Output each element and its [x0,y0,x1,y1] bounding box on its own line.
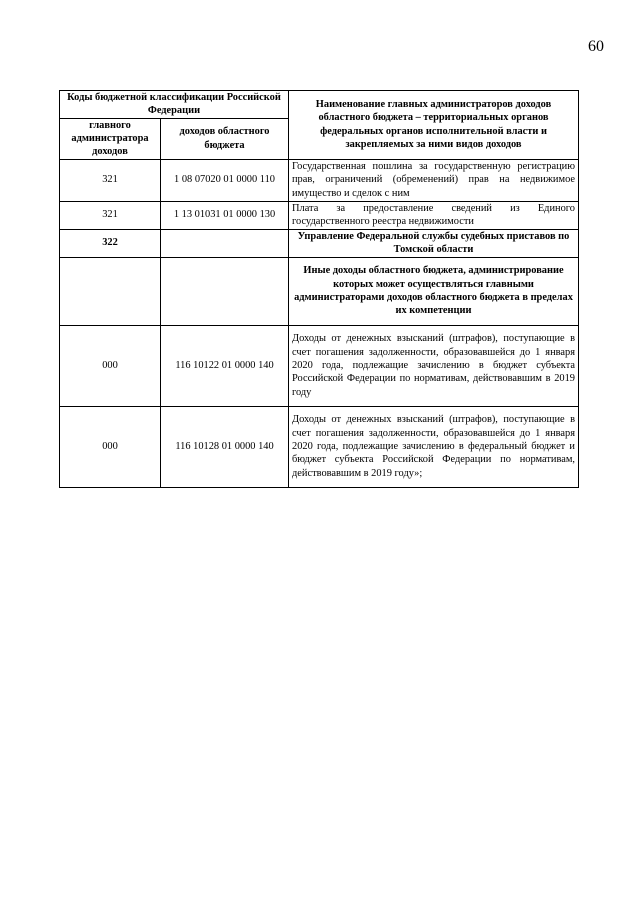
table-row [60,159,579,201]
income-code-cell: 116 10128 01 0000 140 [161,406,289,487]
table-row [60,201,579,229]
table-row [60,229,579,257]
name-column-header: Наименование главных администраторов доходов областного бюджета – территориальных органов федеральных органов исполнительной власти и закрепляемых за ними видов доходов [289,91,579,160]
admin-code-cell: 321 [60,201,161,229]
income-code-cell [161,229,289,257]
table-row [60,325,579,406]
administrator-name-cell: Управление Федеральной службы судебных приставов по Томской области [289,229,579,257]
admin-code-cell: 321 [60,159,161,201]
budget-classification-table [59,90,579,488]
admin-code-cell: 322 [60,229,161,257]
income-name-cell: Доходы от денежных взысканий (штрафов), поступающие в счет погашения задолженности, образовавшейся до 1 января 2020 года, подлежащие зачислению в федеральный бюджет и бюджет субъекта Российской Федерации по нормативам, действовавшим в 2019 году»; [289,406,579,487]
page-number: 60 [588,38,604,55]
table-header-row [60,91,579,119]
table-row [60,257,579,325]
income-code-cell [161,257,289,325]
admin-code-cell [60,257,161,325]
codes-group-header: Коды бюджетной классификации Российской Федерации [60,91,289,119]
income-code-cell: 1 08 07020 01 0000 110 [161,159,289,201]
income-column-header: доходов областного бюджета [161,118,289,159]
admin-code-cell: 000 [60,325,161,406]
income-code-cell: 116 10122 01 0000 140 [161,325,289,406]
income-name-cell: Государственная пошлина за государственную регистрацию прав, ограничений (обременений) прав на недвижимое имущество и сделок с ним [289,159,579,201]
section-title-cell: Иные доходы областного бюджета, администрирование которых может осуществляться главными администраторами доходов областного бюджета в пределах их компетенции [289,257,579,325]
admin-column-header: главного администратора доходов [60,118,161,159]
income-code-cell: 1 13 01031 01 0000 130 [161,201,289,229]
income-name-cell: Доходы от денежных взысканий (штрафов), поступающие в счет погашения задолженности, образовавшейся до 1 января 2020 года, подлежащие зачислению в бюджет субъекта Российской Федерации по нормативам, действовавшим в 2019 году [289,325,579,406]
income-name-cell: Плата за предоставление сведений из Единого государственного реестра недвижимости [289,201,579,229]
table-row [60,406,579,487]
admin-code-cell: 000 [60,406,161,487]
